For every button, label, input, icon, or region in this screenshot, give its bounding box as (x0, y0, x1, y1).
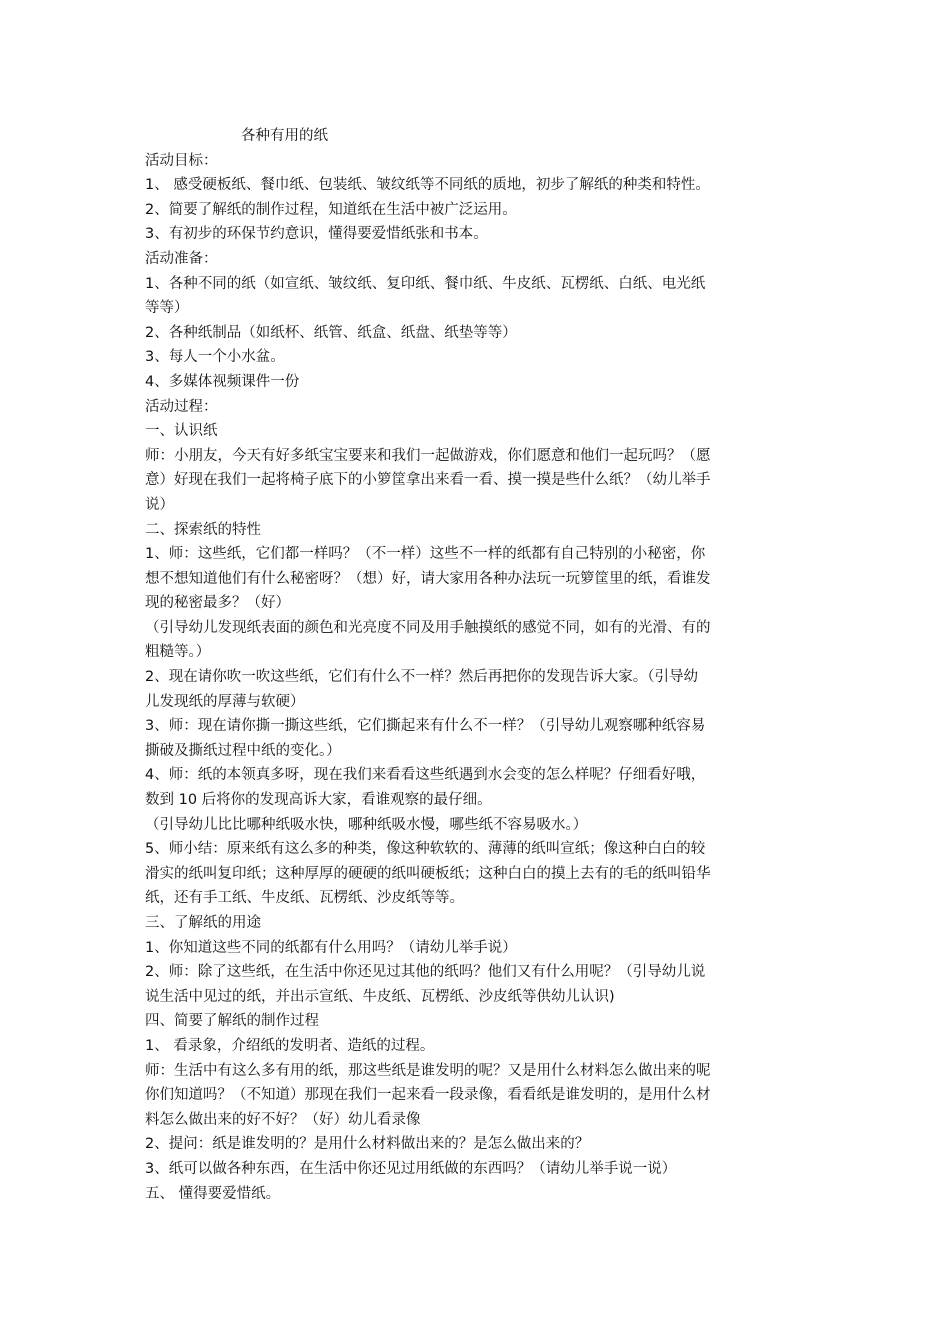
text-line: （引导幼儿发现纸表面的颜色和光亮度不同及用手触摸纸的感觉不同，如有的光滑、有的 (145, 619, 711, 636)
text-line: 2、各种纸制品（如纸杯、纸管、纸盒、纸盘、纸垫等等） (145, 324, 517, 341)
text-line: 数到 10 后将你的发现高诉大家，看谁观察的最仔细。 (145, 792, 492, 809)
text-line: 活动目标： (145, 152, 218, 169)
text-line: 4、师：纸的本领真多呀，现在我们来看看这些纸遇到水会变的怎么样呢？仔细看好哦， (145, 767, 706, 784)
text-line: 五、 懂得要爱惜纸。 (145, 1185, 281, 1202)
text-line: 撕破及撕纸过程中纸的变化。） (145, 742, 341, 759)
document-page (145, 124, 813, 1206)
text-line: 想不想知道他们有什么秘密呀？（想）好，请大家用各种办法玩一玩箩筐里的纸，看谁发 (145, 570, 711, 587)
text-line: 四、简要了解纸的制作过程 (145, 1013, 319, 1030)
text-line: 儿发现纸的厚薄与软硬） (145, 693, 305, 710)
text-line: 4、多媒体视频课件一份 (145, 373, 300, 390)
text-line: 3、纸可以做各种东西，在生活中你还见过用纸做的东西吗？（请幼儿举手说一说） (145, 1160, 677, 1177)
text-line: 1、各种不同的纸（如宣纸、皱纹纸、复印纸、餐巾纸、牛皮纸、瓦楞纸、白纸、电光纸 (145, 275, 706, 292)
text-line: 一、认识纸 (145, 423, 218, 440)
text-line: 1、 感受硬板纸、餐巾纸、包装纸、皱纹纸等不同纸的质地，初步了解纸的种类和特性。 (145, 177, 710, 194)
text-line: 说） (145, 496, 174, 513)
text-line: 1、你知道这些不同的纸都有什么用吗？（请幼儿举手说） (145, 939, 517, 956)
text-line: 你们知道吗？（不知道）那现在我们一起来看一段录像，看看纸是谁发明的，是用什么材 (145, 1087, 711, 1104)
text-line: 说生活中见过的纸，并出示宣纸、牛皮纸、瓦楞纸、沙皮纸等供幼儿认识) (145, 988, 615, 1005)
text-line: 师：生活中有这么多有用的纸，那这些纸是谁发明的呢？又是用什么材料怎么做出来的呢 (145, 1062, 711, 1079)
text-line: 师：小朋友，今天有好多纸宝宝要来和我们一起做游戏，你们愿意和他们一起玩吗？（愿 (145, 447, 711, 464)
text-line: 现的秘密最多？（好） (145, 595, 290, 612)
text-line: 滑实的纸叫复印纸；这种厚厚的硬硬的纸叫硬板纸；这种白白的摸上去有的毛的纸叫铅华 (145, 865, 711, 882)
text-line: （引导幼儿比比哪种纸吸水快，哪种纸吸水慢，哪些纸不容易吸水。） (145, 816, 588, 833)
text-line: 1、师：这些纸，它们都一样吗？（不一样）这些不一样的纸都有自己特别的小秘密，你 (145, 546, 706, 563)
text-line: 1、 看录象，介绍纸的发明者、造纸的过程。 (145, 1037, 435, 1054)
text-line: 2、现在请你吹一吹这些纸，它们有什么不一样？然后再把你的发现告诉大家。（引导幼 (145, 669, 698, 686)
text-line: 料怎么做出来的好不好？（好）幼儿看录像 (145, 1111, 421, 1128)
document-title: 各种有用的纸 (241, 128, 328, 144)
text-line: 意）好现在我们一起将椅子底下的小箩筐拿出来看一看、摸一摸是些什么纸？（幼儿举手 (145, 472, 711, 489)
text-line: 3、有初步的环保节约意识，懂得要爱惜纸张和书本。 (145, 226, 488, 243)
text-line: 2、提问：纸是谁发明的？是用什么材料做出来的？是怎么做出来的？ (145, 1136, 590, 1153)
text-line: 三、了解纸的用途 (145, 915, 261, 931)
document-body (145, 149, 813, 1207)
text-line: 活动准备： (145, 250, 218, 267)
text-line: 纸，还有手工纸、牛皮纸、瓦楞纸、沙皮纸等等。 (145, 890, 464, 907)
text-line: 等等） (145, 300, 189, 317)
text-line: 3、师：现在请你撕一撕这些纸，它们撕起来有什么不一样？（引导幼儿观察哪种纸容易 (145, 718, 706, 735)
text-line: 2、师：除了这些纸，在生活中你还见过其他的纸吗？他们又有什么用呢？（引导幼儿说 (145, 964, 706, 981)
text-line: 二、探索纸的特性 (145, 521, 261, 538)
text-line: 粗糙等。） (145, 644, 211, 661)
text-line: 3、每人一个小水盆。 (145, 349, 285, 366)
text-line: 活动过程： (145, 398, 218, 415)
text-line: 5、师小结：原来纸有这么多的种类，像这种软软的、薄薄的纸叫宣纸；像这种白白的较 (145, 841, 706, 858)
text-line: 2、简要了解纸的制作过程，知道纸在生活中被广泛运用。 (145, 201, 517, 218)
